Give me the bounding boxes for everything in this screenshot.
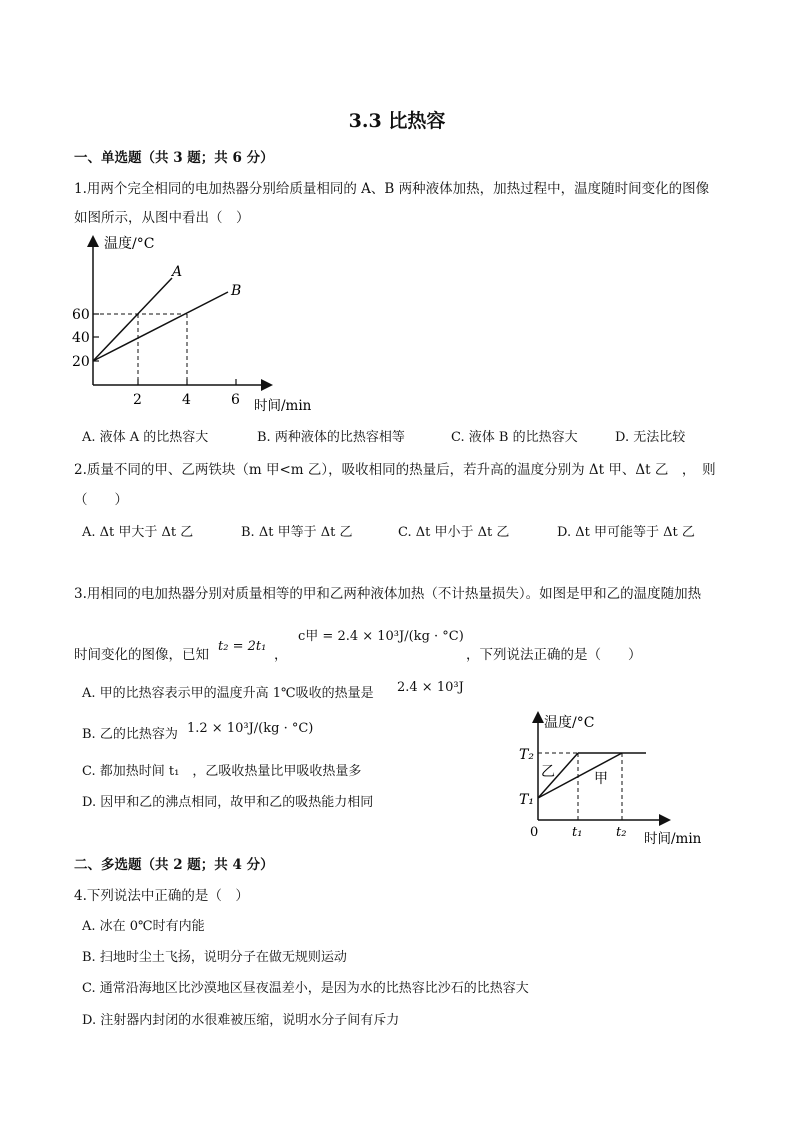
q4-option-d: D. 注射器内封闭的水很难被压缩，说明水分子间有斥力 [82, 1013, 400, 1028]
q2-option-c: C. Δt 甲小于 Δt 乙 [398, 525, 510, 540]
q1-ytick-60: 60 [72, 307, 90, 323]
q3-option-c: C. 都加热时间 t₁ ，乙吸收热量比甲吸收热量多 [82, 764, 362, 779]
q1-label-b: B [231, 283, 242, 299]
q3-option-a-text: A. 甲的比热容表示甲的温度升高 1℃吸收的热量是 [82, 686, 374, 701]
q3-option-b-value: 1.2 × 10³J/(kg · °C) [187, 721, 314, 736]
section-heading-single-choice: 一、单选题（共 3 题；共 6 分） [74, 150, 274, 166]
page-title: 3.3 比热容 [348, 110, 446, 132]
q1-ytick-40: 40 [72, 330, 90, 346]
question-3-line-2-prefix: 时间变化的图像，已知 [74, 647, 209, 663]
question-1-line-2: 如图所示，从图中看出（ ） [74, 210, 250, 226]
q3-x-label: 时间/min [644, 831, 702, 847]
q1-line-b [93, 292, 228, 361]
q2-option-a: A. Δt 甲大于 Δt 乙 [82, 525, 194, 540]
q4-option-c: C. 通常沿海地区比沙漠地区昼夜温差小，是因为水的比热容比沙石的比热容大 [82, 981, 529, 996]
question-3-graph [508, 705, 714, 851]
q1-option-c: C. 液体 B 的比热容大 [451, 430, 578, 445]
q3-xtick-t2: t₂ [616, 825, 627, 840]
question-3-line-2-suffix: ，下列说法正确的是（ ） [466, 647, 642, 663]
q3-label-yi: 乙 [541, 764, 555, 780]
q1-xtick-2: 2 [133, 392, 142, 408]
q3-option-a-value: 2.4 × 10³J [397, 680, 464, 695]
q3-equation-c-jia: c甲 = 2.4 × 10³J/(kg · °C) [298, 629, 464, 644]
q1-ytick-20: 20 [72, 354, 90, 370]
question-1-graph [68, 228, 330, 416]
q3-label-t1: T₁ [519, 792, 534, 808]
question-2-line-2: （ ） [74, 492, 128, 508]
q3-option-d: D. 因甲和乙的沸点相同，故甲和乙的吸热能力相同 [82, 795, 374, 810]
q1-option-d: D. 无法比较 [615, 430, 686, 445]
q1-option-b: B. 两种液体的比热容相等 [257, 430, 405, 445]
q1-label-a: A [172, 264, 183, 280]
q2-option-d: D. Δt 甲可能等于 Δt 乙 [557, 525, 695, 540]
q4-option-a: A. 冰在 0℃时有内能 [82, 919, 205, 934]
q1-x-label: 时间/min [254, 398, 312, 414]
question-1-line-1: 1.用两个完全相同的电加热器分别给质量相同的 A、B 两种液体加热，加热过程中，温度随时间变化的图像 [74, 181, 710, 197]
q4-option-b: B. 扫地时尘土飞扬，说明分子在做无规则运动 [82, 950, 347, 965]
q3-label-jia: 甲 [594, 771, 608, 787]
section-heading-multi-choice: 二、多选题（共 2 题；共 4 分） [74, 857, 274, 873]
q1-xtick-4: 4 [182, 392, 191, 408]
q3-y-label: 温度/°C [544, 715, 595, 731]
q3-origin: 0 [530, 825, 539, 840]
q3-option-b-text: B. 乙的比热容为 [82, 727, 178, 742]
q2-option-b: B. Δt 甲等于 Δt 乙 [241, 525, 353, 540]
q3-comma: ， [274, 647, 288, 663]
q1-y-label: 温度/°C [104, 236, 155, 252]
question-2-line-1: 2.质量不同的甲、乙两铁块（m 甲<m 乙），吸收相同的热量后，若升高的温度分别为 Δt 甲、Δt 乙 ， 则 [74, 462, 716, 478]
q3-equation-t2: t₂ = 2t₁ [218, 639, 267, 654]
q1-option-a: A. 液体 A 的比热容大 [82, 430, 209, 445]
q3-xtick-t1: t₁ [572, 825, 583, 840]
q3-label-t2: T₂ [519, 747, 534, 763]
question-3-line-1: 3.用相同的电加热器分别对质量相等的甲和乙两种液体加热（不计热量损失）。如图是甲和乙的温度随加热 [74, 586, 702, 602]
question-4-line-1: 4.下列说法中正确的是（ ） [74, 888, 249, 904]
q1-line-a [93, 278, 172, 361]
q1-xtick-6: 6 [231, 392, 240, 408]
